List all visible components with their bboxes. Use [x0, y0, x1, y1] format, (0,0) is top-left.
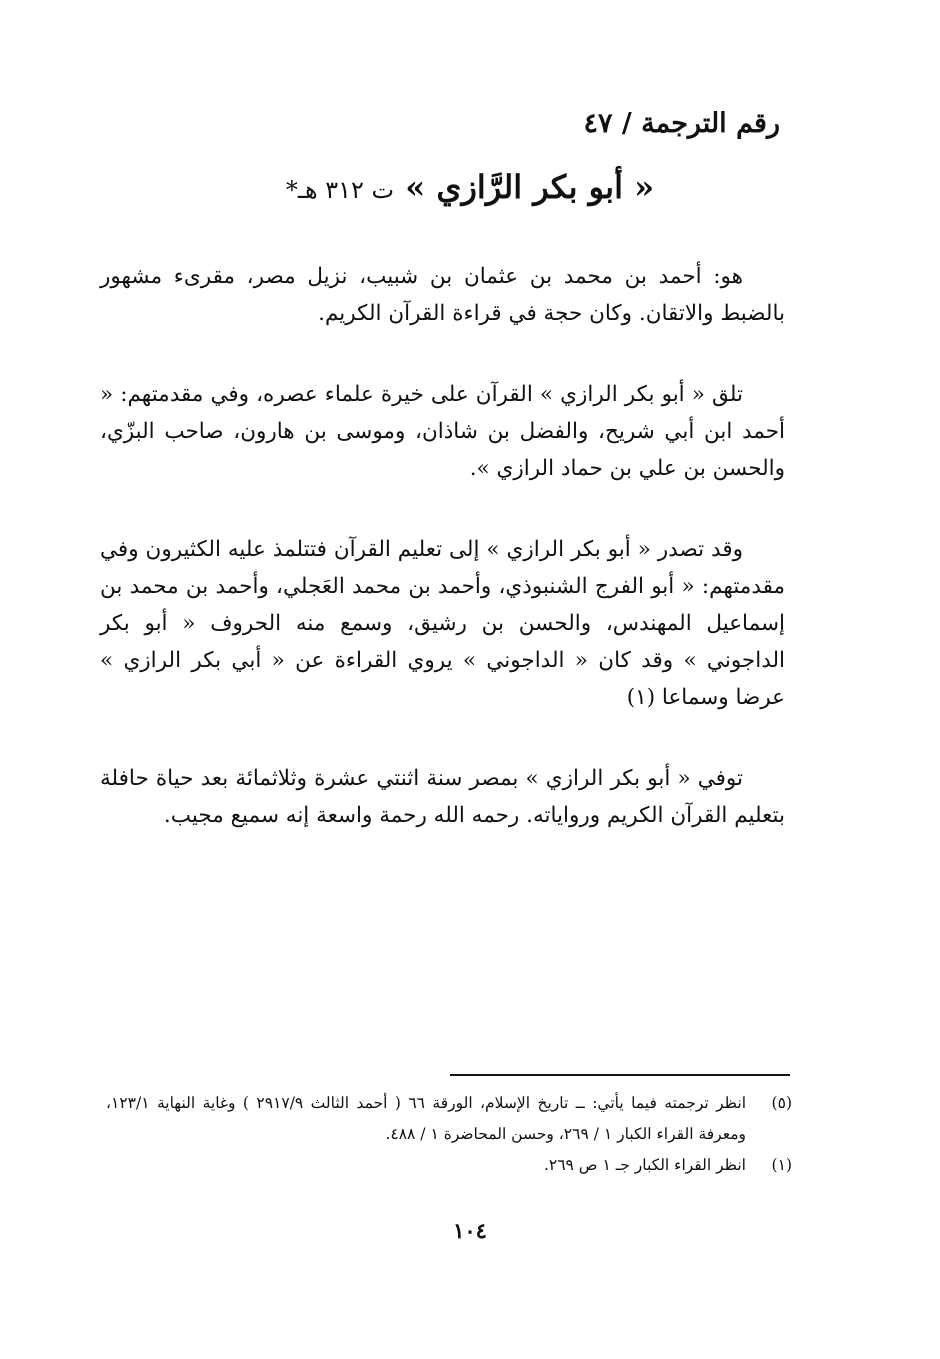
footnotes — [106, 1088, 792, 1181]
footnote-divider — [450, 1074, 790, 1076]
footnote — [106, 1088, 792, 1150]
paragraph-identity: هو: أحمد بن محمد بن عثمان بن شبيب، نزيل مصر، مقرىء مشهور بالضبط والاتقان. وكان حجة في قراءة القرآن الكريم. — [100, 264, 785, 326]
entry-title — [0, 168, 940, 206]
paragraph-death: توفي « أبو بكر الرازي » بمصر سنة اثنتي عشرة وثلاثمائة بعد حياة حافلة بتعليم القرآن الكريم ورواياته. رحمه الله رحمة واسعة إنه سميع مجيب. — [100, 766, 785, 828]
biography-text — [100, 258, 785, 878]
footnote-text: انظر القراء الكبار جـ ١ ص ٢٦٩. — [543, 1156, 746, 1174]
paragraph-students: وقد تصدر « أبو بكر الرازي » إلى تعليم القرآن فتتلمذ عليه الكثيرون وفي مقدمتهم: « أبو الفرج الشنبوذي، وأحمد بن محمد العَجلي، وأحمد بن محمد بن إسماعيل المهندس، والحسن بن رشيق، وسمع منه الحروف « أبو بكر الداجوني » وقد كان « الداجوني » يروي القراءة عن « أبي بكر الرازي » عرضا وسماعا (١) — [100, 537, 785, 710]
page-number: ١٠٤ — [453, 1218, 487, 1243]
footnote — [106, 1150, 792, 1181]
footnote-mark: (٥) — [771, 1094, 792, 1112]
scholar-name: « أبو بكر الرَّازي » — [405, 168, 655, 206]
paragraph-teachers: تلق « أبو بكر الرازي » القرآن على خيرة علماء عصره، وفي مقدمتهم: « أحمد ابن أبي شريح، والفضل بن شاذان، وموسى بن هارون، صاحب البزّي، والحسن بن علي بن حماد الرازي ». — [100, 382, 785, 481]
footnote-text: انظر ترجمته فيما يأتي: ــ تاريخ الإسلام، الورقة ٦٦ ( أحمد الثالث ٢٩١٧/٩ ) وغاية النهاية ١٢٣/١، ومعرفة القراء الكبار ١ / ٢٦٩، وحسن المحاضرة ١ / ٤٨٨. — [106, 1094, 746, 1143]
death-year: ت ٣١٢ هـ* — [285, 176, 395, 204]
entry-number: رقم الترجمة / ٤٧ — [583, 108, 780, 139]
footnote-mark: (١) — [771, 1156, 792, 1174]
